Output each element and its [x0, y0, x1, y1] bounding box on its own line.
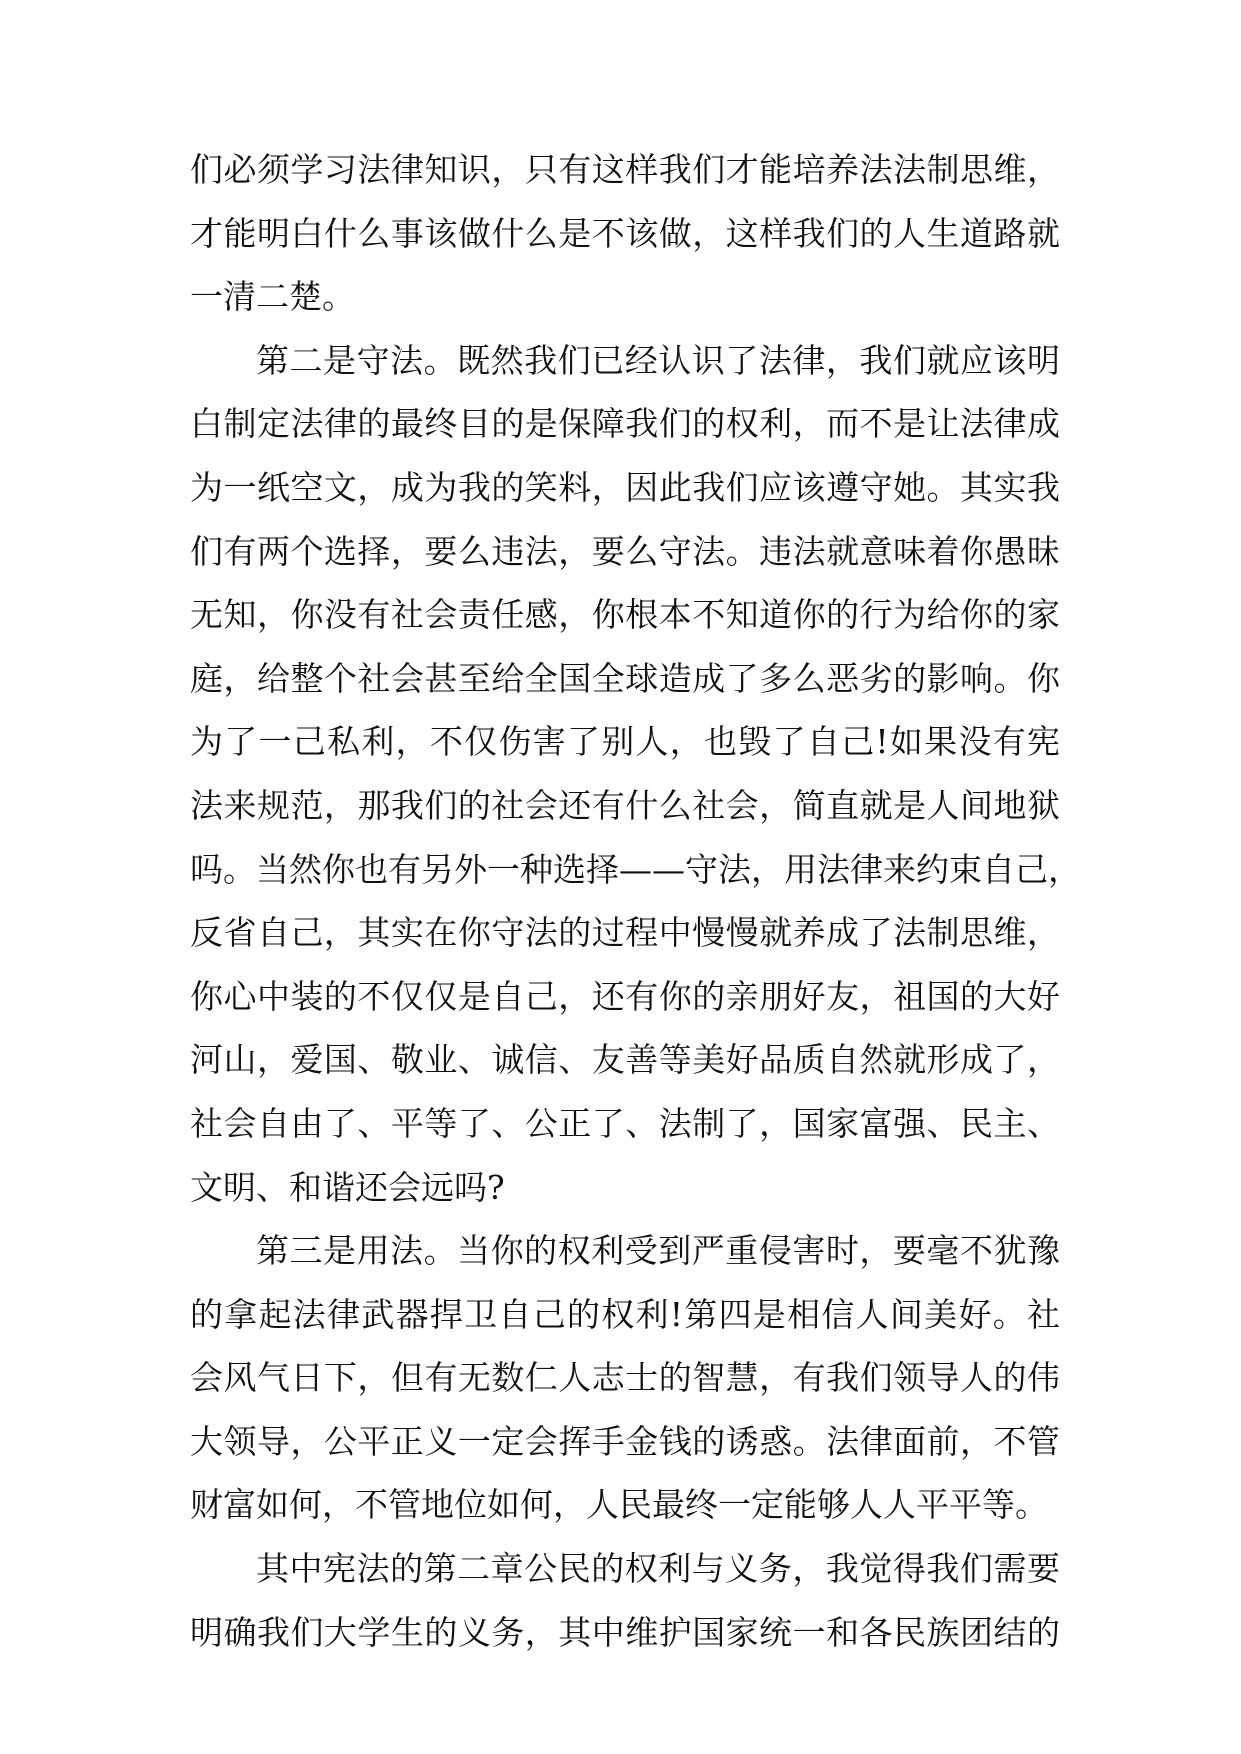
- text-line: 才能明白什么事该做什么是不该做，这样我们的人生道路就: [190, 213, 1060, 253]
- paragraph: [190, 1219, 1060, 1537]
- text-line: 们必须学习法律知识，只有这样我们才能培养法法制思维，: [190, 150, 1060, 189]
- text-line: 明确我们大学生的义务，其中维护国家统一和各民族团结的: [190, 1612, 1060, 1652]
- text-line: 为了一己私利，不仅伤害了别人，也毁了自己!如果没有宪: [190, 722, 1060, 762]
- text-line: 无知，你没有社会责任感，你根本不知道你的行为给你的家: [190, 595, 1060, 635]
- text-line: 文明、和谐还会远吗?: [190, 1167, 505, 1207]
- text-line: 你心中装的不仅仅是自己，还有你的亲朋好友，祖国的大好: [190, 976, 1060, 1016]
- body-text: [190, 138, 1081, 1664]
- text-line: 其中宪法的第二章公民的权利与义务，我觉得我们需要: [256, 1549, 1060, 1589]
- text-line: 们有两个选择，要么违法，要么守法。违法就意味着你愚昧: [190, 531, 1060, 571]
- text-line: 白制定法律的最终目的是保障我们的权利，而不是让法律成: [190, 404, 1060, 444]
- text-line: 河山，爱国、敬业、诚信、友善等美好品质自然就形成了，: [190, 1040, 1060, 1080]
- text-line: 庭，给整个社会甚至给全国全球造成了多么恶劣的影响。你: [190, 658, 1060, 698]
- text-line: 反省自己，其实在你守法的过程中慢慢就养成了法制思维，: [190, 913, 1060, 953]
- text-line: 法来规范，那我们的社会还有什么社会，简直就是人间地狱: [190, 785, 1060, 825]
- text-line: 第二是守法。既然我们已经认识了法律，我们就应该明: [256, 340, 1060, 380]
- text-line: 为一纸空文，成为我的笑料，因此我们应该遵守她。其实我: [190, 467, 1060, 507]
- text-line: 吗。当然你也有另外一种选择——守法，用法律来约束自己，: [190, 849, 1081, 889]
- text-line: 的拿起法律武器捍卫自己的权利!第四是相信人间美好。社: [190, 1294, 1060, 1334]
- text-line: 第三是用法。当你的权利受到严重侵害时，要毫不犹豫: [256, 1231, 1060, 1271]
- text-line: 大领导，公平正义一定会挥手金钱的诱惑。法律面前，不管: [190, 1421, 1060, 1461]
- text-line: 会风气日下，但有无数仁人志士的智慧，有我们领导人的伟: [190, 1358, 1060, 1398]
- paragraph: [190, 1537, 1060, 1664]
- paragraph: [190, 138, 1060, 329]
- text-line: 社会自由了、平等了、公正了、法制了，国家富强、民主、: [190, 1103, 1060, 1143]
- text-line: 一清二楚。: [190, 277, 355, 317]
- paragraph: [190, 329, 1081, 1219]
- text-line: 财富如何，不管地位如何，人民最终一定能够人人平平等。: [190, 1485, 1048, 1525]
